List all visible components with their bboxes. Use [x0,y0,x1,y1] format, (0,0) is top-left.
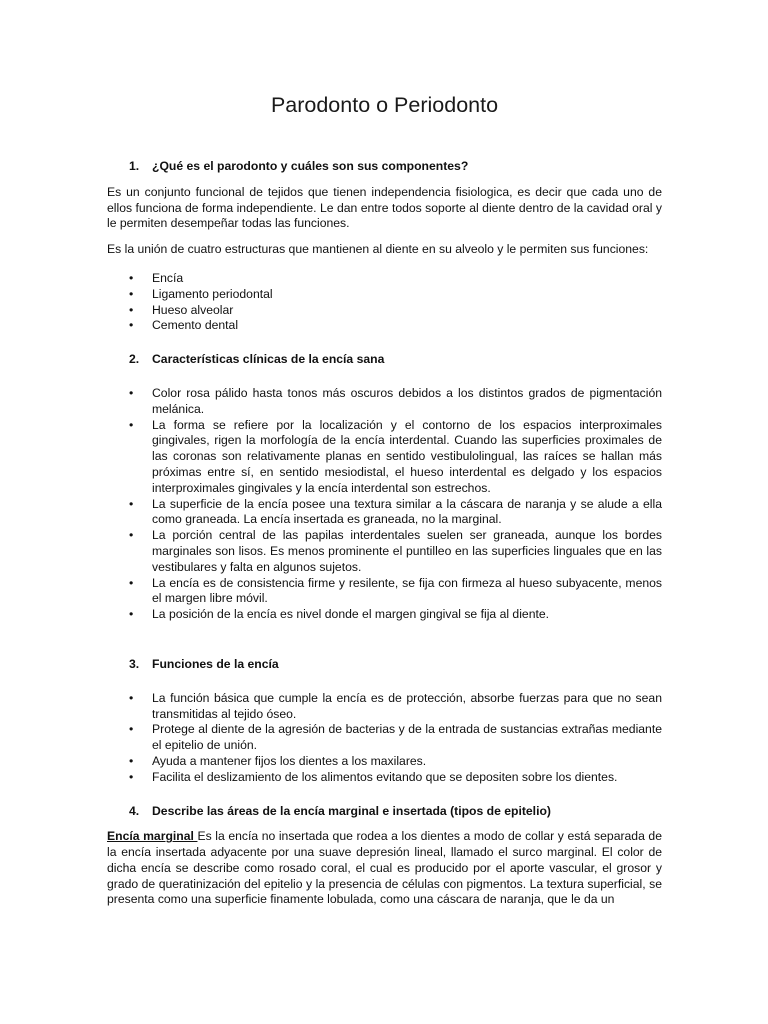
section-heading-text: Funciones de la encía [152,656,279,671]
bullet-list [107,691,662,786]
section-number: 3. [129,656,140,671]
list-item: • Hueso alveolar [129,302,234,317]
paragraph [107,829,662,908]
list-item: • La función básica que cumple la encía es de protección, absorbe fuerzas para que no sean transmitidas al tejido óseo. [129,690,662,721]
bullet-icon: • [129,769,134,784]
list-item: • Color rosa pálido hasta tonos más oscuros debidos a los distintos grados de pigmentación melánica. [129,385,662,416]
bullet-icon: • [129,318,134,333]
list-item: • Encía [129,270,184,285]
bullet-icon: • [129,575,134,590]
page-title: Parodonto o Periodonto [270,93,499,117]
section-number: 4. [129,803,140,818]
list-item: • Protege al diente de la agresión de bacterias y de la entrada de sustancias extrañas mediante el epitelio de unión. [129,722,662,753]
bullet-list [107,386,662,623]
bullet-icon: • [129,753,134,768]
bullet-icon: • [129,270,134,285]
bullet-icon: • [129,528,134,543]
section-number: 2. [129,352,140,367]
list-item: • Ayuda a mantener fijos los dientes a los maxilares. [129,753,427,768]
section-heading-1 [107,159,662,175]
list-item: • Facilita el deslizamiento de los alimentos evitando que se depositen sobre los dientes. [129,769,618,784]
bullet-list [107,271,662,334]
bullet-icon: • [129,417,134,432]
section-heading-text: Características clínicas de la encía sana [152,352,385,367]
paragraph: Es la unión de cuatro estructuras que mantienen al diente en su alveolo y le permiten sus funciones: [107,242,649,257]
section-heading-2 [107,352,662,368]
section-heading-text: Describe las áreas de la encía marginal e insertada (tipos de epitelio) [152,803,551,818]
bullet-icon: • [129,286,134,301]
bullet-icon: • [129,722,134,737]
term-encia-marginal: Encía marginal [107,829,198,844]
list-item: • La forma se refiere por la localización y el contorno de los espacios interproximales gingivales, rigen la morfología de la encía interdental. Cuando las superficies proximales de las coronas son relativamente planas en sentido vestibulolingual, las raíces se hallan más próximas entre sí, en sentido mesiodistal, el hueso interdental es delgado y los espacios interproximales gingivales y la encía interdental son estrechos. [129,417,662,495]
section-heading-3 [107,657,662,673]
bullet-icon: • [129,496,134,511]
list-item: • La posición de la encía es nivel donde el margen gingival se fija al diente. [129,607,550,622]
section-heading-4 [107,804,662,820]
bullet-icon: • [129,302,134,317]
list-item: • Cemento dental [129,318,239,333]
document-body [107,159,662,908]
section-heading-text: ¿Qué es el parodonto y cuáles son sus componentes? [152,159,469,173]
bullet-icon: • [129,607,134,622]
paragraph: Es un conjunto funcional de tejidos que tienen independencia fisiologica, es decir que cada uno de ellos funciona de forma independiente. Le dan entre todos soporte al diente dentro de la cavidad oral y le permiten desempeñar todas las funciones. [107,184,662,231]
list-item: • La encía es de consistencia firme y resilente, se fija con firmeza al hueso subyacente, menos el margen libre móvil. [129,575,662,606]
term-definition: Es la encía no insertada que rodea a los dientes a modo de collar y está separada de la encía insertada adyacente por una suave depresión lineal, llamado el surco marginal. El color de dicha encía se describe como rosado coral, el cual es producido por el aporte vascular, el grosor y grado de queratinización del epitelio y la presencia de células con pigmentos. La textura superficial, se presenta como una superficie finamente lobulada, como una cáscara de naranja, que le da un [107,829,662,907]
bullet-icon: • [129,690,134,705]
section-number: 1. [129,159,140,173]
list-item: • La superficie de la encía posee una textura similar a la cáscara de naranja y se alude a ella como graneada. La encía insertada es graneada, no la marginal. [129,496,662,527]
bullet-icon: • [129,385,134,400]
list-item: • Ligamento periodontal [129,286,273,301]
list-item: • La porción central de las papilas interdentales suelen ser graneada, aunque los bordes marginales son lisos. Es menos prominente el puntilleo en las superficies linguales que en las vestibulares y falta en algunos sujetos. [129,528,662,574]
